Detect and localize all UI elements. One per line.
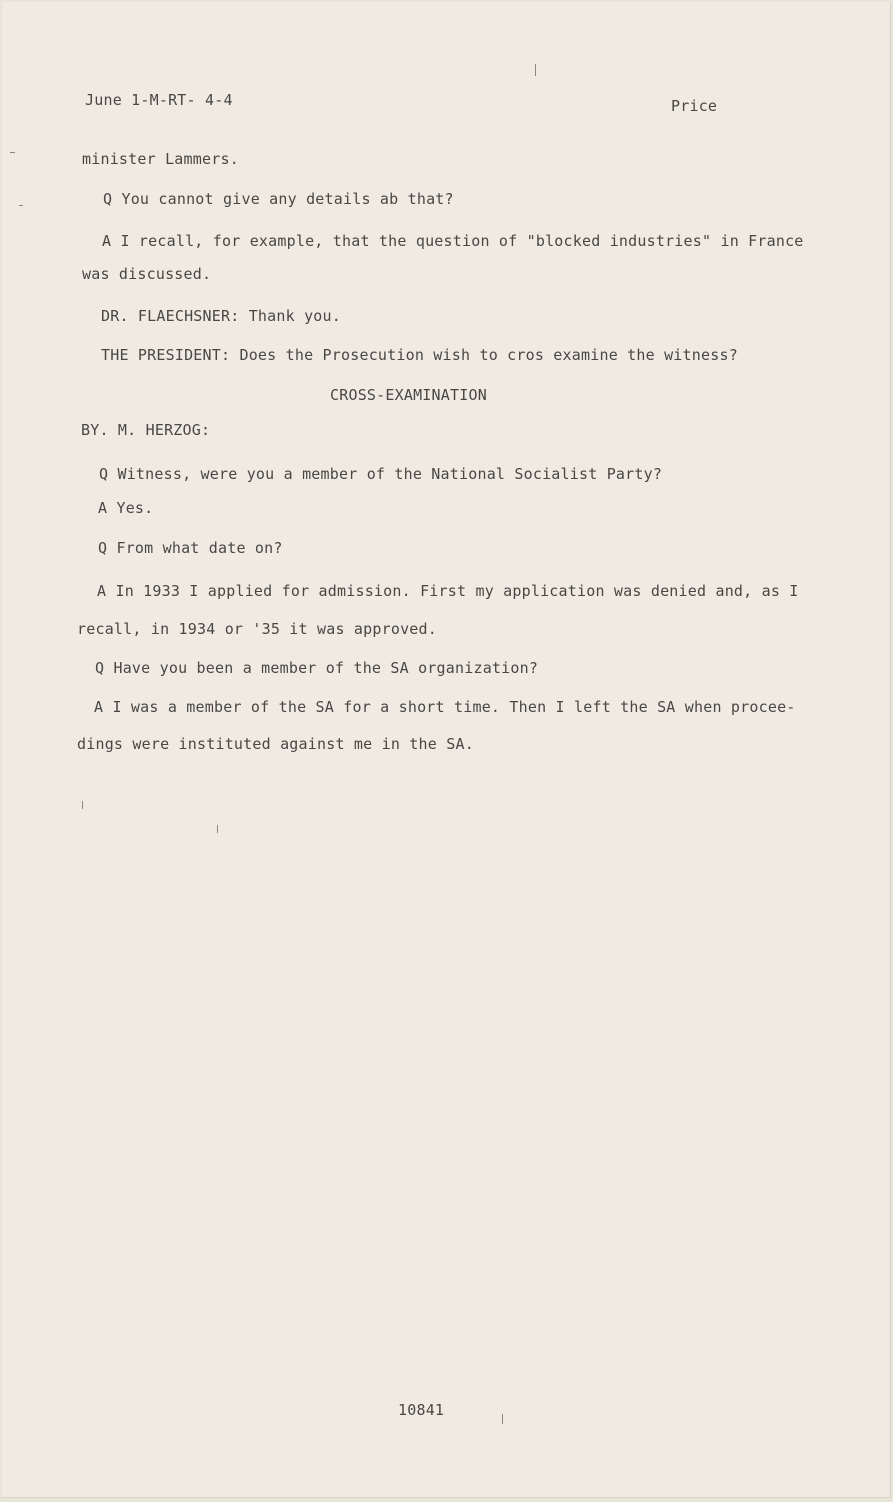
document-page: [2, 2, 891, 1498]
text-line: minister Lammers.: [82, 150, 239, 168]
stray-mark: [19, 205, 23, 206]
text-line: THE PRESIDENT: Does the Prosecution wish to cros examine the witness?: [101, 346, 738, 364]
text-line: recall, in 1934 or '35 it was approved.: [77, 620, 437, 638]
text-line: Q From what date on?: [98, 539, 283, 557]
header-reference: June 1-M-RT- 4-4: [85, 91, 233, 109]
text-line: was discussed.: [82, 265, 212, 283]
stray-mark: [82, 801, 83, 809]
text-line: dings were instituted against me in the SA.: [77, 735, 474, 753]
stray-mark: [217, 825, 218, 833]
text-line: Q Witness, were you a member of the National Socialist Party?: [99, 465, 663, 483]
text-line: BY. M. HERZOG:: [81, 421, 211, 439]
text-line: Q You cannot give any details ab that?: [103, 190, 454, 208]
stray-mark: [10, 152, 15, 153]
stray-mark: [535, 64, 536, 76]
text-line: DR. FLAECHSNER: Thank you.: [101, 307, 341, 325]
page-number: 10841: [398, 1401, 445, 1419]
text-line: A I recall, for example, that the question of "blocked industries" in France: [102, 232, 804, 250]
header-witness-name: Price: [671, 97, 718, 115]
text-line: A I was a member of the SA for a short time. Then I left the SA when procee-: [94, 698, 796, 716]
stray-mark: [502, 1414, 503, 1424]
text-line: Q Have you been a member of the SA organization?: [95, 659, 539, 677]
text-line: A In 1933 I applied for admission. First my application was denied and, as I: [97, 582, 799, 600]
section-heading: CROSS-EXAMINATION: [330, 386, 487, 404]
text-line: A Yes.: [98, 499, 154, 517]
